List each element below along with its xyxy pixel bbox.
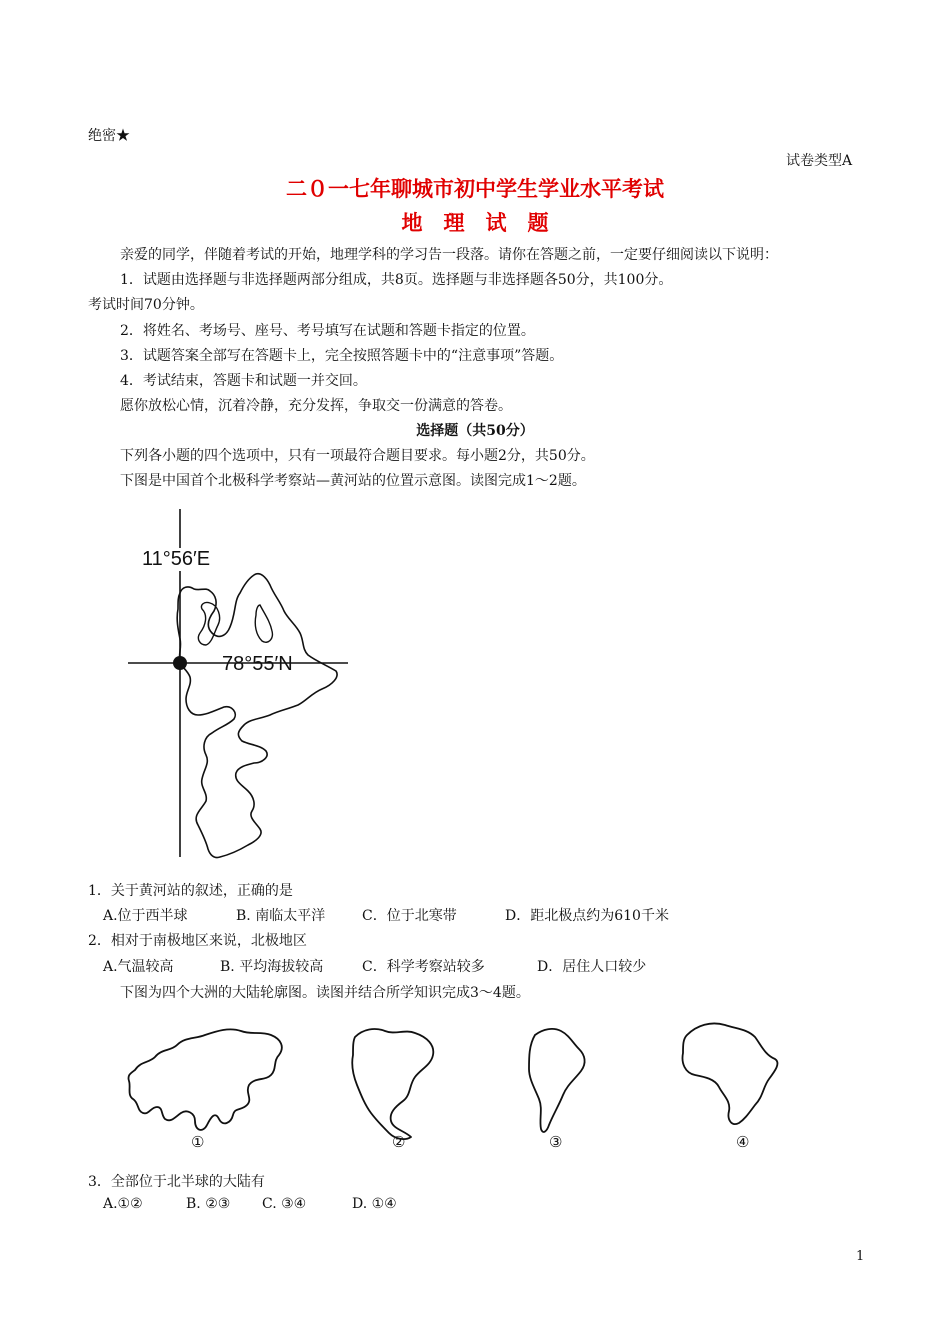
q1-option-c[interactable]: C．位于北寒带 <box>362 908 457 924</box>
instructions-intro: 亲爱的同学，伴随着考试的开始，地理学科的学习告一段落。请你在答题之前，一定要仔细阅读以下说明： <box>120 247 778 263</box>
q1-option-a[interactable]: A.位于西半球 <box>103 908 188 924</box>
q3-option-a[interactable]: A.①② <box>103 1196 143 1212</box>
q3-option-d[interactable]: D. ①④ <box>352 1196 397 1212</box>
continent-eurasia <box>128 1029 281 1130</box>
section-heading: 选择题（共50分） <box>416 423 534 439</box>
continent-label-3: ③ <box>549 1133 563 1151</box>
instruction-wish: 愿你放松心情，沉着冷静，充分发挥，争取交一份满意的答卷。 <box>120 398 512 414</box>
paper-type: 试卷类型A <box>786 153 853 169</box>
q3-options <box>103 1196 397 1212</box>
page-number: 1 <box>856 1249 865 1264</box>
q3-option-c[interactable]: C. ③④ <box>262 1196 307 1212</box>
instruction-3: 3．试题答案全部写在答题卡上，完全按照答题卡中的“注意事项”答题。 <box>120 348 564 364</box>
figure2-continents <box>115 1015 795 1145</box>
continent-label-2: ② <box>392 1133 406 1151</box>
section-desc: 下列各小题的四个选项中，只有一项最符合题目要求。每小题2分，共50分。 <box>120 448 595 464</box>
instruction-4: 4．考试结束，答题卡和试题一并交回。 <box>120 373 367 389</box>
q2-option-c[interactable]: C．科学考察站较多 <box>362 959 485 975</box>
q2-options <box>103 956 646 976</box>
page-title: 二０一七年聊城市初中学生学业水平考试 <box>286 176 664 201</box>
q2-option-d[interactable]: D．居住人口较少 <box>537 959 647 975</box>
q3-option-b[interactable]: B. ②③ <box>186 1196 231 1212</box>
q2-stem: 2．相对于南极地区来说，北极地区 <box>88 933 307 949</box>
continent-africa <box>683 1023 778 1124</box>
page-subtitle: 地 理 试 题 <box>401 210 549 235</box>
continent-label-4: ④ <box>736 1133 750 1151</box>
q1-stem: 1．关于黄河站的叙述，正确的是 <box>88 883 293 899</box>
instruction-2: 2．将姓名、考场号、座号、考号填写在试题和答题卡指定的位置。 <box>120 323 535 339</box>
q1-option-b[interactable]: B. 南临太平洋 <box>236 908 326 924</box>
instruction-1a: 1．试题由选择题与非选择题两部分组成，共8页。选择题与非选择题各50分，共100分。 <box>120 272 673 288</box>
q3-stem: 3．全部位于北半球的大陆有 <box>88 1174 265 1190</box>
latitude-label: 78°55′N <box>222 653 293 675</box>
island-spitsbergen <box>177 574 337 858</box>
figure2-intro: 下图为四个大洲的大陆轮廓图。读图并结合所学知识完成3～4题。 <box>120 985 530 1001</box>
island-nordaustlandet <box>255 605 272 642</box>
huanghe-station-dot <box>173 656 187 670</box>
q2-option-b[interactable]: B. 平均海拔较高 <box>220 959 324 975</box>
q1-options <box>103 905 669 925</box>
q1-option-d[interactable]: D．距北极点约为610千米 <box>505 908 669 924</box>
longitude-label: 11°56′E <box>142 548 211 570</box>
figure1-intro: 下图是中国首个北极科学考察站—黄河站的位置示意图。读图完成1～2题。 <box>120 473 586 489</box>
q2-option-a[interactable]: A.气温较高 <box>103 959 174 975</box>
instruction-1b: 考试时间70分钟。 <box>88 297 204 313</box>
continent-north-america <box>352 1029 433 1139</box>
secret-mark: 绝密★ <box>88 128 130 144</box>
continent-south-america <box>529 1029 585 1132</box>
continent-label-1: ① <box>191 1133 205 1151</box>
